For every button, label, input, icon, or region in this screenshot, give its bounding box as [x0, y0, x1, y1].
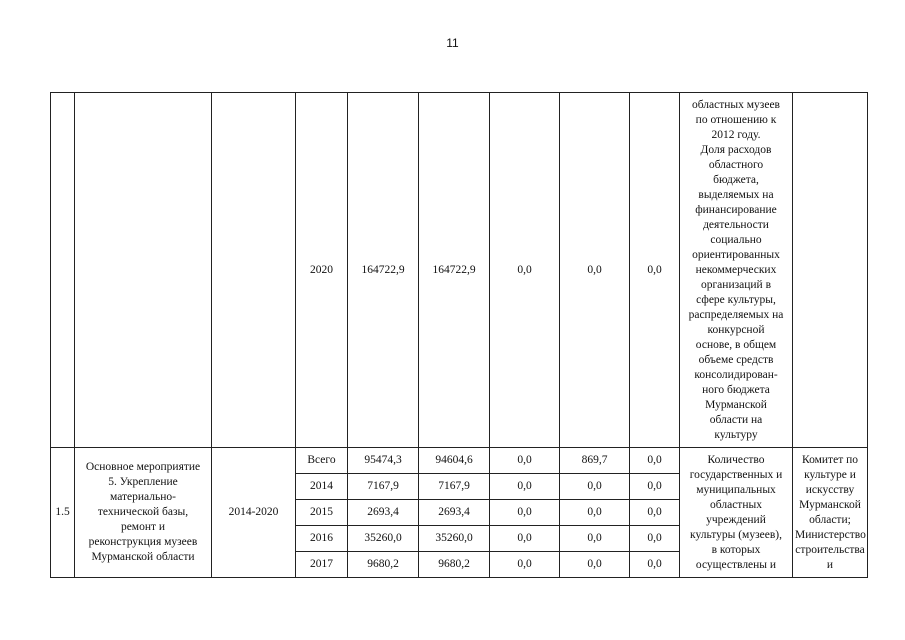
cell-title [75, 448, 212, 578]
indicator-line: некоммерческих [695, 263, 777, 276]
cell-year: 2014 [296, 474, 348, 500]
cell-local: 869,7 [560, 448, 630, 474]
cell-indicator [680, 93, 793, 448]
cell-federal: 0,0 [490, 500, 560, 526]
indicator-line: выделяемых на [698, 188, 774, 201]
cell-federal: 0,0 [490, 474, 560, 500]
title-line: реконструкция музеев [88, 536, 198, 548]
indicator-line: по отношению к [695, 113, 777, 126]
cell-period: 2014-2020 [212, 448, 296, 578]
cell-other: 0,0 [630, 526, 680, 552]
title-line: ремонт и [120, 521, 166, 533]
cell-regional: 2693,4 [419, 500, 490, 526]
cell-year: Всего [296, 448, 348, 474]
indicator-line: учреждений [706, 513, 766, 526]
cell-total: 164722,9 [348, 93, 419, 448]
executor-line: искусству [805, 483, 855, 496]
indicator-line: Доля расходов [700, 143, 772, 156]
cell-year: 2020 [296, 93, 348, 448]
page-number: 11 [446, 36, 459, 50]
executor-line: и [826, 558, 834, 571]
indicator-line: распределяемых на [688, 308, 784, 321]
indicator-line: областных [710, 498, 762, 511]
cell-total: 7167,9 [348, 474, 419, 500]
cell-local: 0,0 [560, 93, 630, 448]
program-table [50, 92, 868, 578]
executor-line: культуре и [804, 468, 856, 481]
indicator-line: областного [708, 158, 764, 171]
title-line: Мурманской области [91, 551, 195, 563]
cell-other: 0,0 [630, 448, 680, 474]
indicator-line: в которых [711, 543, 761, 556]
title-line: Основное мероприятие [85, 461, 201, 473]
cell-period-empty [212, 93, 296, 448]
indicator-line: организаций в [700, 278, 772, 291]
indicator-line: муниципальных [696, 483, 776, 496]
cell-federal: 0,0 [490, 448, 560, 474]
indicator-line: основе, в общем [695, 338, 777, 351]
indicator-line: осуществлены и [695, 558, 777, 571]
cell-executor-empty [793, 93, 868, 448]
cell-regional: 164722,9 [419, 93, 490, 448]
cell-local: 0,0 [560, 474, 630, 500]
cell-year: 2017 [296, 552, 348, 578]
cell-executor [793, 448, 868, 578]
cell-total: 2693,4 [348, 500, 419, 526]
executor-line: строительства [795, 543, 865, 556]
cell-local: 0,0 [560, 500, 630, 526]
indicator-line: государственных и [689, 468, 783, 481]
table-row-1-5 [51, 448, 868, 474]
executor-line: Комитет по [802, 453, 858, 466]
cell-number: 1.5 [51, 448, 75, 578]
cell-year: 2015 [296, 500, 348, 526]
cell-other: 0,0 [630, 552, 680, 578]
indicator-line: социально [710, 233, 762, 246]
cell-total: 35260,0 [348, 526, 419, 552]
cell-local: 0,0 [560, 552, 630, 578]
cell-regional: 35260,0 [419, 526, 490, 552]
cell-year: 2016 [296, 526, 348, 552]
title-line: 5. Укрепление [108, 476, 178, 488]
cell-total: 95474,3 [348, 448, 419, 474]
title-line: технической базы, [97, 506, 189, 518]
indicator-line: 2012 году. [711, 128, 761, 141]
indicator-line: области на [709, 413, 763, 426]
cell-federal: 0,0 [490, 526, 560, 552]
executor-line: области; [809, 513, 851, 526]
executor-line: Мурманской [799, 498, 861, 511]
cell-regional: 7167,9 [419, 474, 490, 500]
indicator-line: деятельности [703, 218, 769, 231]
indicator-line: объеме средств [698, 353, 774, 366]
cell-federal: 0,0 [490, 552, 560, 578]
cell-number-empty [51, 93, 75, 448]
indicator-line: культуры (музеев), [690, 528, 782, 541]
indicator-line: консолидирован- [694, 368, 778, 381]
cell-title-empty [75, 93, 212, 448]
title-line: материально- [110, 491, 176, 503]
indicator-line: конкурсной [707, 323, 765, 336]
cell-indicator [680, 448, 793, 578]
indicator-line: культуру [714, 428, 758, 441]
indicator-line: ориентированных [692, 248, 780, 261]
cell-local: 0,0 [560, 526, 630, 552]
cell-federal: 0,0 [490, 93, 560, 448]
indicator-line: сфере культуры, [696, 293, 776, 306]
executor-line: Министерство [795, 528, 866, 541]
cell-regional: 9680,2 [419, 552, 490, 578]
cell-other: 0,0 [630, 93, 680, 448]
cell-other: 0,0 [630, 474, 680, 500]
indicator-line: бюджета, [713, 173, 759, 186]
indicator-line: Количество [707, 453, 765, 466]
cell-other: 0,0 [630, 500, 680, 526]
table-row-2020 [51, 93, 868, 448]
cell-total: 9680,2 [348, 552, 419, 578]
indicator-line: финансирование [695, 203, 777, 216]
cell-regional: 94604,6 [419, 448, 490, 474]
indicator-line: областных музеев [691, 98, 780, 111]
indicator-line: Мурманской [705, 398, 767, 411]
indicator-line: ного бюджета [702, 383, 770, 396]
